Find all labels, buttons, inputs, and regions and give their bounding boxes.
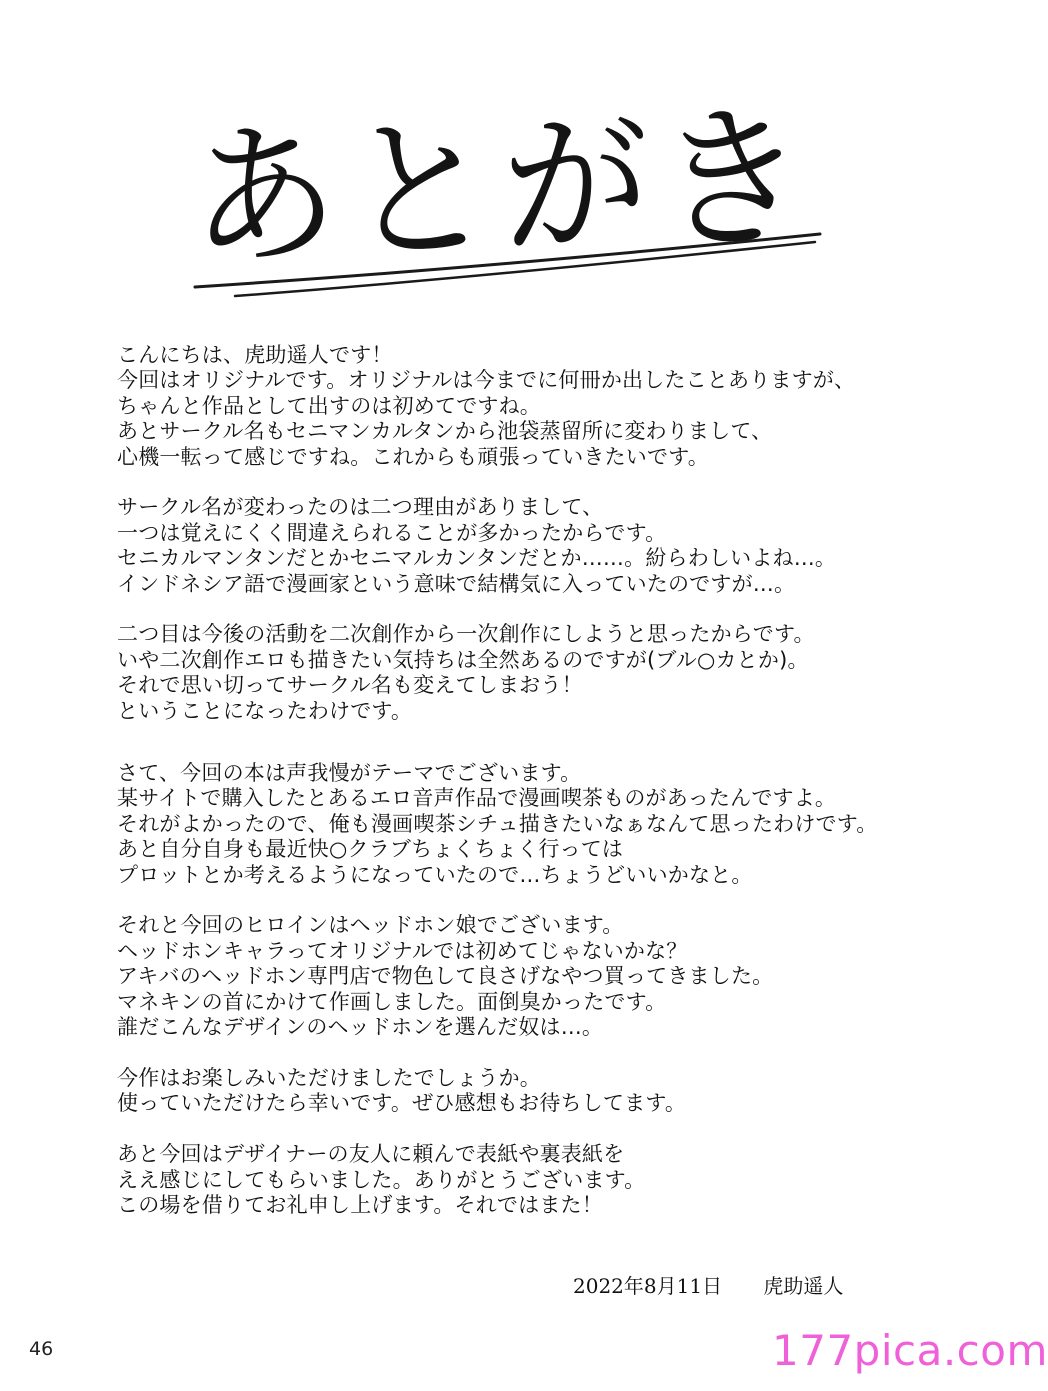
- watermark: 177pica.com: [772, 1326, 1048, 1375]
- text-line: それで思い切ってサークル名も変えてしまおう！: [117, 673, 583, 698]
- signature: [573, 1270, 843, 1299]
- underline-stroke-1: [195, 234, 820, 287]
- text-line: サークル名が変わったのは二つ理由がありまして、: [117, 495, 604, 520]
- text-line: こんにちは、虎助遥人です！: [117, 343, 393, 367]
- paragraph-heroine: [117, 913, 877, 1040]
- page-number: 46: [29, 1338, 54, 1360]
- text-line: マネキンの首にかけて作画しました。面倒臭かったです。: [117, 989, 667, 1014]
- text-line: 二つ目は今後の活動を二次創作から一次創作にしようと思ったからです。: [117, 622, 815, 647]
- text-line: この場を借りてお礼申し上げます。それではまた！: [117, 1192, 603, 1217]
- afterword-title-block: [165, 87, 835, 310]
- title-underline-strokes: [165, 100, 835, 310]
- paragraph-greeting: [117, 343, 877, 470]
- text-line: ええ感じにしてもらいました。ありがとうございます。: [117, 1167, 646, 1192]
- text-line: いや二次創作エロも描きたい気持ちは全然あるのですが(ブル○カとか)。: [117, 647, 809, 672]
- text-line: 誰だこんなデザインのヘッドホンを選んだ奴は…。: [117, 1015, 604, 1040]
- paragraph-enjoy: [117, 1066, 877, 1117]
- text-line: ヘッドホンキャラってオリジナルでは初めてじゃないかな？: [117, 938, 688, 963]
- text-line: あと自分自身も最近快○クラブちょくちょく行っては: [117, 837, 624, 862]
- text-line: さて、今回の本は声我慢がテーマでございます。: [117, 761, 582, 786]
- text-line: 今回はオリジナルです。オリジナルは今までに何冊か出したことありますが、: [117, 368, 856, 393]
- text-line: プロットとか考えるようになっていたので…ちょうどいいかなと。: [117, 862, 753, 887]
- signature-date: 2022年8月11日: [573, 1274, 723, 1298]
- text-line: それがよかったので、俺も漫画喫茶シチュ描きたいなぁなんて思ったわけです。: [117, 811, 878, 836]
- text-line: アキバのヘッドホン専門店で物色して良さげなやつ買ってきました。: [117, 964, 774, 989]
- afterword-body: [117, 343, 877, 1244]
- text-line: 使っていただけたら幸いです。ぜひ感想もお待ちしてます。: [117, 1091, 687, 1116]
- text-line: あと今回はデザイナーの友人に頼んで表紙や裏表紙を: [117, 1142, 625, 1167]
- text-line: それと今回のヒロインはヘッドホン娘でございます。: [117, 913, 624, 938]
- paragraph-theme: [117, 761, 877, 888]
- text-line: ちゃんと作品として出すのは初めてですね。: [117, 393, 541, 418]
- paragraph-circle-name: [117, 495, 877, 597]
- underline-stroke-2: [235, 242, 815, 296]
- paragraph-thanks: [117, 1142, 877, 1218]
- text-line: 一つは覚えにくく間違えられることが多かったからです。: [117, 520, 667, 545]
- text-line: 某サイトで購入したとあるエロ音声作品で漫画喫茶ものがあったんですよ。: [117, 786, 837, 811]
- afterword-title: あとがき: [186, 87, 817, 290]
- signature-author: 虎助遥人: [763, 1274, 844, 1298]
- text-line: あとサークル名もセニマンカルタンから池袋蒸留所に変わりまして、: [117, 419, 773, 444]
- text-line: ということになったわけです。: [117, 698, 413, 723]
- paragraph-second-reason: [117, 622, 877, 724]
- text-line: インドネシア語で漫画家という意味で結構気に入っていたのですが…。: [117, 571, 796, 596]
- text-line: セニカルマンタンだとかセニマルカンタンだとか……。紛らわしいよね…。: [117, 546, 837, 571]
- text-line: 心機一転って感じですね。これからも頑張っていきたいです。: [117, 444, 709, 469]
- text-line: 今作はお楽しみいただけましたでしょうか。: [117, 1065, 541, 1090]
